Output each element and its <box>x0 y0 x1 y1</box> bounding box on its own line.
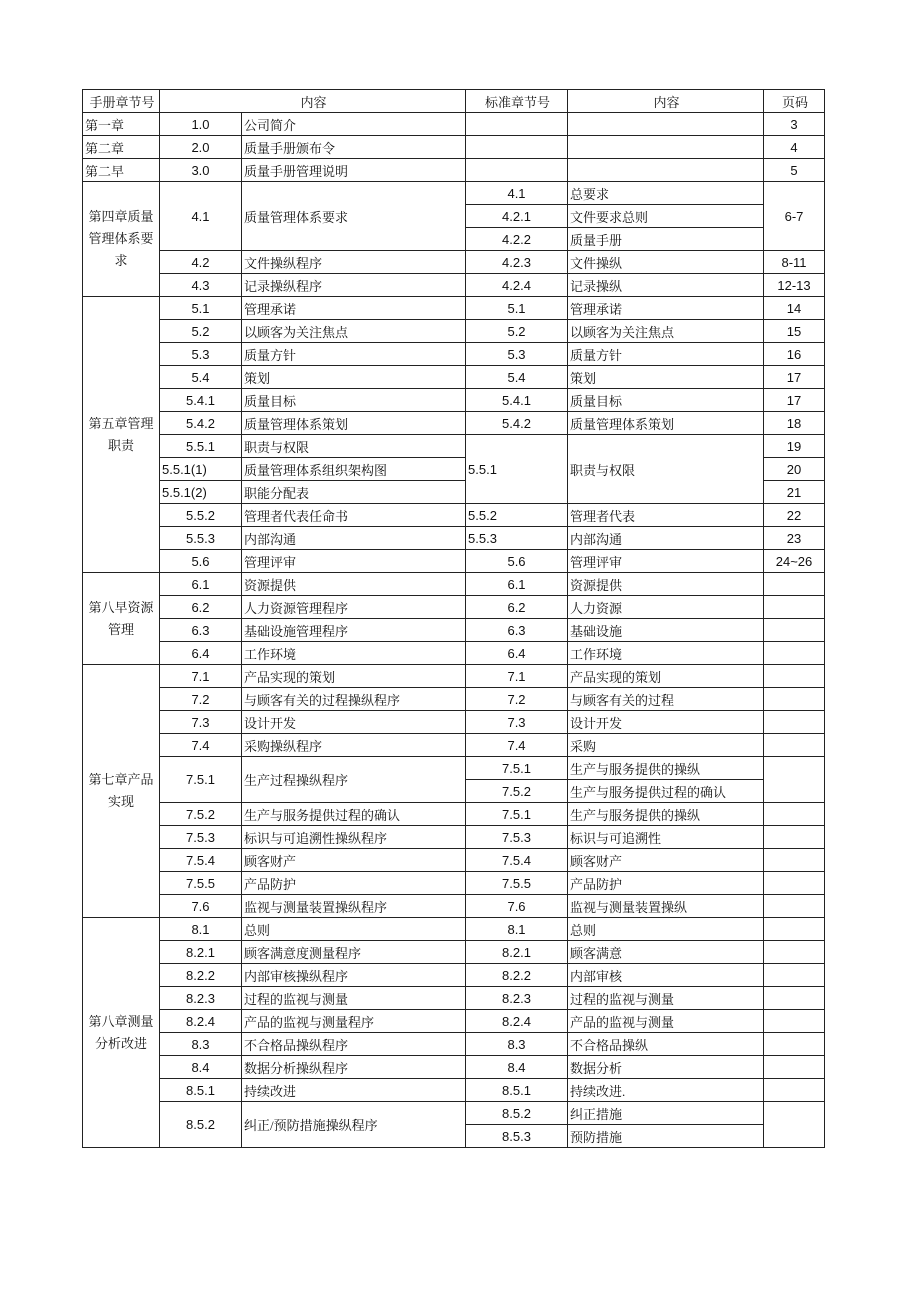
table-row <box>83 297 825 320</box>
standard-content-cell: 总则 <box>568 918 764 941</box>
standard-cell <box>466 136 568 159</box>
page-cell <box>764 1010 825 1033</box>
content-cell: 以顾客为关注焦点 <box>242 320 466 343</box>
section-cell: 8.2.4 <box>160 1010 242 1033</box>
standard-content-cell: 职责与权限 <box>568 435 764 504</box>
page-cell: 22 <box>764 504 825 527</box>
standard-cell: 7.5.3 <box>466 826 568 849</box>
standard-content-cell: 质量方针 <box>568 343 764 366</box>
page-cell: 19 <box>764 435 825 458</box>
section-cell: 6.2 <box>160 596 242 619</box>
standard-content-cell: 采购 <box>568 734 764 757</box>
page-cell <box>764 826 825 849</box>
standard-content-cell: 持续改进. <box>568 1079 764 1102</box>
header-standard-section: 标准章节号 <box>466 90 568 113</box>
standard-cell <box>466 159 568 182</box>
table-row <box>83 343 825 366</box>
standard-cell: 8.5.1 <box>466 1079 568 1102</box>
content-cell: 顾客财产 <box>242 849 466 872</box>
standard-cell: 7.5.5 <box>466 872 568 895</box>
section-cell: 1.0 <box>160 113 242 136</box>
content-cell: 记录操纵程序 <box>242 274 466 297</box>
standard-cell: 6.1 <box>466 573 568 596</box>
content-cell: 内部沟通 <box>242 527 466 550</box>
content-cell: 总则 <box>242 918 466 941</box>
section-cell: 6.4 <box>160 642 242 665</box>
standard-cell: 8.4 <box>466 1056 568 1079</box>
page-cell <box>764 941 825 964</box>
section-cell: 5.4 <box>160 366 242 389</box>
section-cell: 5.5.3 <box>160 527 242 550</box>
content-cell: 工作环境 <box>242 642 466 665</box>
standard-content-cell: 与顾客有关的过程 <box>568 688 764 711</box>
page-cell <box>764 619 825 642</box>
page-cell <box>764 1079 825 1102</box>
table-row <box>83 987 825 1010</box>
standard-content-cell: 生产与服务提供的操纵 <box>568 803 764 826</box>
table-row <box>83 1056 825 1079</box>
page-cell: 14 <box>764 297 825 320</box>
table-row <box>83 320 825 343</box>
content-cell: 策划 <box>242 366 466 389</box>
content-cell: 生产过程操纵程序 <box>242 757 466 803</box>
standard-content-cell <box>568 136 764 159</box>
table-row <box>83 136 825 159</box>
standard-cell: 5.3 <box>466 343 568 366</box>
standard-cell: 5.2 <box>466 320 568 343</box>
section-cell: 4.2 <box>160 251 242 274</box>
table-row <box>83 826 825 849</box>
standard-content-cell: 顾客满意 <box>568 941 764 964</box>
content-cell: 管理承诺 <box>242 297 466 320</box>
standard-content-cell: 文件要求总则 <box>568 205 764 228</box>
header-manual-section: 手册章节号 <box>83 90 160 113</box>
table-row <box>83 849 825 872</box>
page-cell <box>764 596 825 619</box>
section-cell: 8.1 <box>160 918 242 941</box>
content-cell: 质量管理体系组织架构图 <box>242 458 466 481</box>
section-cell: 6.3 <box>160 619 242 642</box>
table-row <box>83 619 825 642</box>
content-cell: 质量管理体系要求 <box>242 182 466 251</box>
standard-cell: 8.2.4 <box>466 1010 568 1033</box>
standard-cell: 7.4 <box>466 734 568 757</box>
standard-cell: 8.3 <box>466 1033 568 1056</box>
content-cell: 标识与可追溯性操纵程序 <box>242 826 466 849</box>
standard-cell: 4.2.4 <box>466 274 568 297</box>
table-row <box>83 1010 825 1033</box>
standard-cell: 6.3 <box>466 619 568 642</box>
standard-content-cell: 数据分析 <box>568 1056 764 1079</box>
standard-content-cell: 预防措施 <box>568 1125 764 1148</box>
page-cell <box>764 573 825 596</box>
content-cell: 设计开发 <box>242 711 466 734</box>
table-row <box>83 918 825 941</box>
page-cell: 6-7 <box>764 182 825 251</box>
page-cell: 17 <box>764 389 825 412</box>
content-cell: 产品防护 <box>242 872 466 895</box>
standard-content-cell: 工作环境 <box>568 642 764 665</box>
standard-content-cell: 文件操纵 <box>568 251 764 274</box>
standard-cell: 7.5.1 <box>466 757 568 780</box>
section-cell: 7.3 <box>160 711 242 734</box>
table-row <box>83 1079 825 1102</box>
page-cell <box>764 642 825 665</box>
content-cell: 纠正/预防措施操纵程序 <box>242 1102 466 1148</box>
table-row <box>83 734 825 757</box>
standard-content-cell: 基础设施 <box>568 619 764 642</box>
content-cell: 质量目标 <box>242 389 466 412</box>
table-row <box>83 688 825 711</box>
standard-cell: 4.2.2 <box>466 228 568 251</box>
content-cell: 质量手册颁布令 <box>242 136 466 159</box>
standard-content-cell: 生产与服务提供的操纵 <box>568 757 764 780</box>
table-row <box>83 1102 825 1125</box>
standard-content-cell: 质量管理体系策划 <box>568 412 764 435</box>
content-cell: 管理者代表任命书 <box>242 504 466 527</box>
table-row <box>83 113 825 136</box>
table-row <box>83 941 825 964</box>
page-cell <box>764 1056 825 1079</box>
standard-content-cell: 管理承诺 <box>568 297 764 320</box>
table-row <box>83 573 825 596</box>
header-row <box>83 90 825 113</box>
standard-content-cell: 产品实现的策划 <box>568 665 764 688</box>
chapter-cell: 第五章管理职责 <box>83 297 160 573</box>
section-cell: 7.5.2 <box>160 803 242 826</box>
page-cell: 21 <box>764 481 825 504</box>
standard-content-cell: 过程的监视与测量 <box>568 987 764 1010</box>
standard-cell: 5.6 <box>466 550 568 573</box>
content-cell: 文件操纵程序 <box>242 251 466 274</box>
section-cell: 5.4.2 <box>160 412 242 435</box>
standard-content-cell: 顾客财产 <box>568 849 764 872</box>
standard-content-cell: 纠正措施 <box>568 1102 764 1125</box>
page-cell: 18 <box>764 412 825 435</box>
section-cell: 5.3 <box>160 343 242 366</box>
chapter-cell: 第二早 <box>83 159 160 182</box>
section-cell: 8.3 <box>160 1033 242 1056</box>
content-cell: 生产与服务提供过程的确认 <box>242 803 466 826</box>
content-cell: 资源提供 <box>242 573 466 596</box>
content-cell: 管理评审 <box>242 550 466 573</box>
section-cell: 7.5.4 <box>160 849 242 872</box>
chapter-index-table <box>82 89 825 1148</box>
table-row <box>83 757 825 780</box>
standard-cell: 5.4 <box>466 366 568 389</box>
content-cell: 人力资源管理程序 <box>242 596 466 619</box>
content-cell: 产品的监视与测量程序 <box>242 1010 466 1033</box>
table-row <box>83 596 825 619</box>
standard-content-cell: 质量目标 <box>568 389 764 412</box>
section-cell: 5.5.1 <box>160 435 242 458</box>
page-cell <box>764 757 825 803</box>
content-cell: 与顾客有关的过程操纵程序 <box>242 688 466 711</box>
section-cell: 5.6 <box>160 550 242 573</box>
table-row <box>83 182 825 205</box>
section-cell: 2.0 <box>160 136 242 159</box>
content-cell: 顾客满意度测量程序 <box>242 941 466 964</box>
standard-content-cell <box>568 159 764 182</box>
section-cell: 7.1 <box>160 665 242 688</box>
standard-content-cell: 以顾客为关注焦点 <box>568 320 764 343</box>
header-page: 页码 <box>764 90 825 113</box>
content-cell: 公司简介 <box>242 113 466 136</box>
header-content: 内容 <box>160 90 466 113</box>
section-cell: 6.1 <box>160 573 242 596</box>
table-row <box>83 711 825 734</box>
section-cell: 8.4 <box>160 1056 242 1079</box>
chapter-cell: 第八早资源管理 <box>83 573 160 665</box>
table-row <box>83 504 825 527</box>
section-cell: 8.2.2 <box>160 964 242 987</box>
page-cell: 12-13 <box>764 274 825 297</box>
standard-content-cell: 不合格品操纵 <box>568 1033 764 1056</box>
page-cell: 3 <box>764 113 825 136</box>
standard-content-cell: 产品防护 <box>568 872 764 895</box>
standard-content-cell: 记录操纵 <box>568 274 764 297</box>
table-row <box>83 366 825 389</box>
standard-cell: 7.5.2 <box>466 780 568 803</box>
standard-content-cell: 人力资源 <box>568 596 764 619</box>
table-row <box>83 895 825 918</box>
table-row <box>83 274 825 297</box>
section-cell: 5.5.2 <box>160 504 242 527</box>
content-cell: 基础设施管理程序 <box>242 619 466 642</box>
table-row <box>83 803 825 826</box>
content-cell: 持续改进 <box>242 1079 466 1102</box>
section-cell: 5.5.1(1) <box>160 458 242 481</box>
page-cell <box>764 964 825 987</box>
chapter-cell: 第四章质量管理体系要求 <box>83 182 160 297</box>
section-cell: 5.2 <box>160 320 242 343</box>
content-cell: 质量方针 <box>242 343 466 366</box>
page-cell <box>764 1033 825 1056</box>
standard-cell: 4.1 <box>466 182 568 205</box>
page-cell <box>764 734 825 757</box>
content-cell: 质量手册管理说明 <box>242 159 466 182</box>
standard-cell: 5.4.1 <box>466 389 568 412</box>
table-row <box>83 642 825 665</box>
content-cell: 内部审核操纵程序 <box>242 964 466 987</box>
standard-content-cell: 策划 <box>568 366 764 389</box>
page-cell <box>764 803 825 826</box>
section-cell: 8.2.3 <box>160 987 242 1010</box>
page-cell <box>764 872 825 895</box>
table-row <box>83 550 825 573</box>
standard-cell: 7.3 <box>466 711 568 734</box>
page-cell: 23 <box>764 527 825 550</box>
section-cell: 5.1 <box>160 297 242 320</box>
page-cell: 16 <box>764 343 825 366</box>
standard-cell: 5.1 <box>466 297 568 320</box>
content-cell: 产品实现的策划 <box>242 665 466 688</box>
table-row <box>83 412 825 435</box>
standard-cell: 7.5.4 <box>466 849 568 872</box>
standard-content-cell <box>568 113 764 136</box>
standard-cell: 5.5.3 <box>466 527 568 550</box>
page-cell <box>764 918 825 941</box>
section-cell: 8.5.1 <box>160 1079 242 1102</box>
section-cell: 7.5.1 <box>160 757 242 803</box>
content-cell: 质量管理体系策划 <box>242 412 466 435</box>
section-cell: 8.5.2 <box>160 1102 242 1148</box>
standard-cell: 8.2.1 <box>466 941 568 964</box>
content-cell: 职责与权限 <box>242 435 466 458</box>
content-cell: 不合格品操纵程序 <box>242 1033 466 1056</box>
standard-content-cell: 设计开发 <box>568 711 764 734</box>
standard-content-cell: 管理评审 <box>568 550 764 573</box>
table-row <box>83 527 825 550</box>
standard-cell <box>466 113 568 136</box>
standard-cell: 7.6 <box>466 895 568 918</box>
standard-content-cell: 监视与测量装置操纵 <box>568 895 764 918</box>
section-cell: 7.6 <box>160 895 242 918</box>
page-cell <box>764 1102 825 1148</box>
section-cell: 4.3 <box>160 274 242 297</box>
table-row <box>83 389 825 412</box>
content-cell: 数据分析操纵程序 <box>242 1056 466 1079</box>
page-cell: 17 <box>764 366 825 389</box>
chapter-cell: 第一章 <box>83 113 160 136</box>
page-cell <box>764 665 825 688</box>
section-cell: 3.0 <box>160 159 242 182</box>
section-cell: 7.5.5 <box>160 872 242 895</box>
standard-cell: 5.5.1 <box>466 435 568 504</box>
standard-cell: 7.2 <box>466 688 568 711</box>
page-cell: 5 <box>764 159 825 182</box>
standard-cell: 8.5.2 <box>466 1102 568 1125</box>
section-cell: 7.4 <box>160 734 242 757</box>
standard-cell: 7.1 <box>466 665 568 688</box>
standard-content-cell: 标识与可追溯性 <box>568 826 764 849</box>
standard-content-cell: 总要求 <box>568 182 764 205</box>
section-cell: 5.5.1(2) <box>160 481 242 504</box>
standard-content-cell: 质量手册 <box>568 228 764 251</box>
standard-cell: 5.5.2 <box>466 504 568 527</box>
page-cell: 8-11 <box>764 251 825 274</box>
content-cell: 监视与测量装置操纵程序 <box>242 895 466 918</box>
section-cell: 8.2.1 <box>160 941 242 964</box>
standard-cell: 4.2.1 <box>466 205 568 228</box>
table-row <box>83 159 825 182</box>
standard-cell: 6.2 <box>466 596 568 619</box>
standard-content-cell: 内部审核 <box>568 964 764 987</box>
chapter-cell: 第八章测量分析改进 <box>83 918 160 1148</box>
chapter-cell: 第二章 <box>83 136 160 159</box>
page-cell: 15 <box>764 320 825 343</box>
standard-cell: 8.5.3 <box>466 1125 568 1148</box>
standard-content-cell: 产品的监视与测量 <box>568 1010 764 1033</box>
table-row <box>83 1033 825 1056</box>
standard-content-cell: 资源提供 <box>568 573 764 596</box>
table-row <box>83 964 825 987</box>
content-cell: 过程的监视与测量 <box>242 987 466 1010</box>
section-cell: 4.1 <box>160 182 242 251</box>
page-cell: 4 <box>764 136 825 159</box>
standard-cell: 6.4 <box>466 642 568 665</box>
standard-cell: 8.1 <box>466 918 568 941</box>
page-cell <box>764 849 825 872</box>
table-row <box>83 872 825 895</box>
standard-cell: 7.5.1 <box>466 803 568 826</box>
header-content-2: 内容 <box>568 90 764 113</box>
section-cell: 7.5.3 <box>160 826 242 849</box>
page-cell <box>764 711 825 734</box>
standard-cell: 5.4.2 <box>466 412 568 435</box>
content-cell: 职能分配表 <box>242 481 466 504</box>
standard-content-cell: 管理者代表 <box>568 504 764 527</box>
table-row <box>83 665 825 688</box>
standard-cell: 4.2.3 <box>466 251 568 274</box>
page-cell: 20 <box>764 458 825 481</box>
standard-cell: 8.2.3 <box>466 987 568 1010</box>
standard-content-cell: 内部沟通 <box>568 527 764 550</box>
table-row <box>83 435 825 458</box>
page-cell <box>764 688 825 711</box>
chapter-cell: 第七章产品实现 <box>83 665 160 918</box>
table-row <box>83 251 825 274</box>
standard-content-cell: 生产与服务提供过程的确认 <box>568 780 764 803</box>
page-cell <box>764 987 825 1010</box>
section-cell: 5.4.1 <box>160 389 242 412</box>
content-cell: 采购操纵程序 <box>242 734 466 757</box>
page-cell <box>764 895 825 918</box>
section-cell: 7.2 <box>160 688 242 711</box>
standard-cell: 8.2.2 <box>466 964 568 987</box>
page-cell: 24~26 <box>764 550 825 573</box>
